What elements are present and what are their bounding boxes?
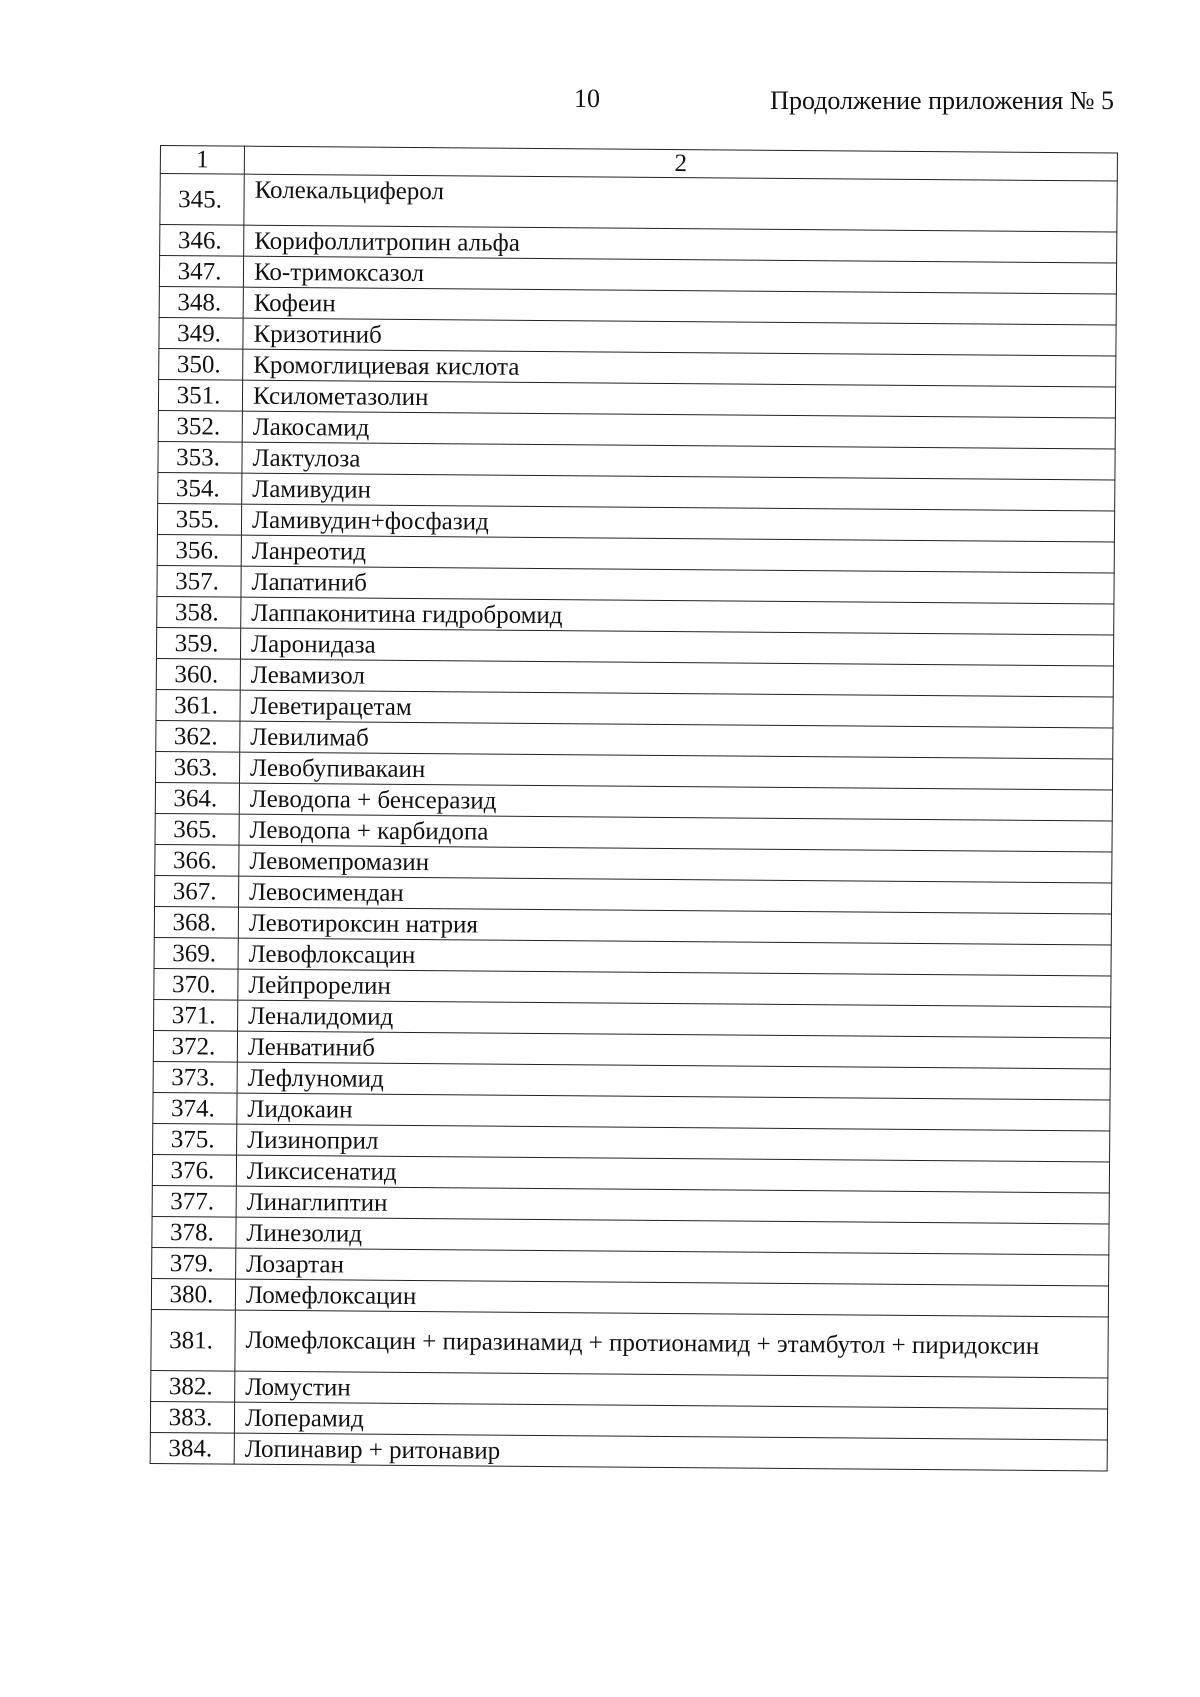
drug-name: Левобупивакаин <box>239 752 1112 790</box>
drug-name: Левамизол <box>240 659 1113 697</box>
row-number: 358. <box>157 596 241 628</box>
drug-name: Лозартан <box>236 1248 1109 1286</box>
drug-name: Линезолид <box>236 1217 1109 1255</box>
drug-name: Лейпрорелин <box>238 969 1111 1007</box>
row-number: 363. <box>155 751 239 783</box>
row-number: 382. <box>151 1370 235 1402</box>
drug-name: Ланреотид <box>241 535 1114 573</box>
row-number: 381. <box>151 1309 235 1371</box>
row-number: 348. <box>159 286 243 318</box>
drug-name: Леветирацетам <box>240 690 1113 728</box>
drug-name: Кромоглициевая кислота <box>243 349 1116 387</box>
drug-name: Ленватиниб <box>237 1031 1110 1069</box>
drug-name: Лапатиниб <box>241 566 1114 604</box>
drug-name: Корифоллитропин альфа <box>244 225 1117 263</box>
page-number: 10 <box>574 84 600 113</box>
row-number: 366. <box>155 844 239 876</box>
drug-list-table <box>150 145 1118 1471</box>
row-number: 379. <box>152 1247 236 1279</box>
drug-name: Ксилометазолин <box>242 380 1115 418</box>
drug-name: Ко-тримоксазол <box>243 256 1116 294</box>
continuation-label: Продолжение приложения № 5 <box>770 86 1114 115</box>
drug-name: Лаппаконитина гидробромид <box>241 597 1114 635</box>
drug-name: Леналидомид <box>238 1000 1111 1038</box>
drug-name: Левомепромазин <box>239 845 1112 883</box>
row-number: 351. <box>158 379 242 411</box>
row-number: 367. <box>155 875 239 907</box>
drug-name: Левилимаб <box>240 721 1113 759</box>
row-number: 361. <box>156 689 240 721</box>
row-number: 359. <box>156 627 240 659</box>
row-number: 365. <box>155 813 239 845</box>
row-number: 371. <box>154 999 238 1031</box>
drug-name: Колекальциферол <box>244 174 1117 232</box>
drug-name: Ламивудин+фосфазид <box>241 504 1114 542</box>
drug-name: Кризотиниб <box>243 318 1116 356</box>
row-number: 369. <box>154 937 238 969</box>
row-number: 354. <box>158 472 242 504</box>
drug-name: Левофлоксацин <box>238 938 1111 976</box>
row-number: 380. <box>151 1278 235 1310</box>
drug-name: Кофеин <box>243 287 1116 325</box>
table-row <box>150 1432 1107 1471</box>
table-body <box>150 174 1117 1471</box>
row-number: 360. <box>156 658 240 690</box>
row-number: 374. <box>153 1092 237 1124</box>
row-number: 383. <box>150 1401 234 1433</box>
row-number: 377. <box>152 1185 236 1217</box>
row-number: 384. <box>150 1432 234 1464</box>
row-number: 350. <box>159 348 243 380</box>
row-number: 362. <box>156 720 240 752</box>
row-number: 375. <box>153 1123 237 1155</box>
drug-name: Лоперамид <box>234 1402 1107 1440</box>
row-number: 352. <box>158 410 242 442</box>
table-row <box>160 174 1117 233</box>
drug-name: Лизиноприл <box>237 1124 1110 1162</box>
drug-name: Линаглиптин <box>236 1186 1109 1224</box>
drug-name: Леводопа + карбидопа <box>239 814 1112 852</box>
drug-name: Ломустин <box>235 1371 1108 1409</box>
row-number: 356. <box>157 534 241 566</box>
drug-name: Лакосамид <box>242 411 1115 449</box>
drug-name: Лопинавир + ритонавир <box>234 1433 1107 1471</box>
row-number: 368. <box>154 906 238 938</box>
row-number: 353. <box>158 441 242 473</box>
drug-name: Левотироксин натрия <box>238 907 1111 945</box>
drug-name: Ламивудин <box>242 473 1115 511</box>
drug-name: Ломефлоксацин <box>235 1279 1108 1317</box>
drug-name: Леводопа + бенсеразид <box>239 783 1112 821</box>
drug-name: Ликсисенатид <box>236 1155 1109 1193</box>
column-header-name: 2 <box>244 146 1117 181</box>
row-number: 345. <box>160 174 244 226</box>
row-number: 349. <box>159 317 243 349</box>
drug-name: Ломефлоксацин + пиразинамид + протионамид + этамбутол + пиридоксин <box>235 1310 1108 1378</box>
drug-name: Лактулоза <box>242 442 1115 480</box>
drug-name: Лефлуномид <box>237 1062 1110 1100</box>
column-header-number: 1 <box>160 146 244 175</box>
row-number: 346. <box>160 225 244 257</box>
row-number: 370. <box>154 968 238 1000</box>
drug-name: Левосимендан <box>239 876 1112 914</box>
row-number: 376. <box>152 1154 236 1186</box>
row-number: 373. <box>153 1061 237 1093</box>
row-number: 347. <box>159 256 243 288</box>
drug-name: Лидокаин <box>237 1093 1110 1131</box>
drug-name: Ларонидаза <box>240 628 1113 666</box>
row-number: 355. <box>157 503 241 535</box>
row-number: 357. <box>157 565 241 597</box>
row-number: 372. <box>153 1030 237 1062</box>
row-number: 378. <box>152 1216 236 1248</box>
row-number: 364. <box>155 782 239 814</box>
table-row <box>151 1309 1108 1378</box>
